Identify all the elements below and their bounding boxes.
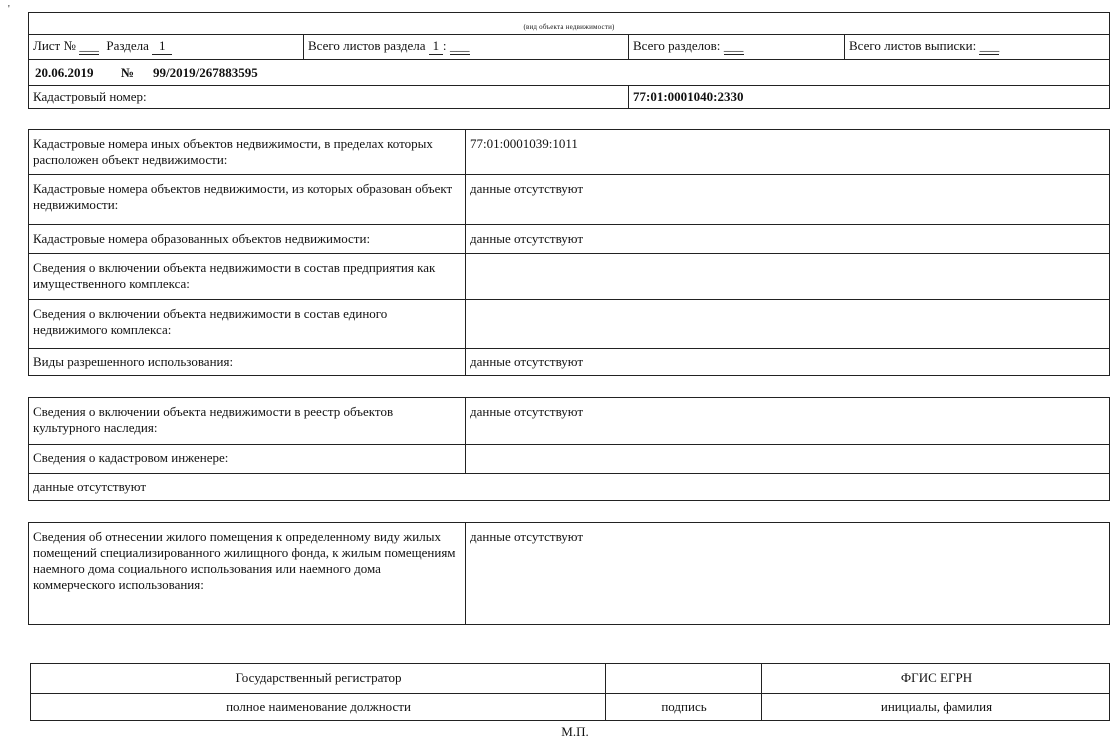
heritage-table (28, 397, 1110, 501)
cadastral-engineer-value: данные отсутствуют (33, 479, 147, 494)
total-sheets-section-blank: ___ (449, 38, 470, 53)
total-sheets-section-suffix: : (442, 38, 447, 53)
seal-placeholder: М.П. (561, 724, 589, 739)
details-row-value: 77:01:0001039:1011 (470, 136, 578, 151)
total-sheets-extract-blank: ___ (979, 38, 1000, 53)
total-sections-label: Всего разделов: (633, 38, 721, 53)
housing-table (28, 522, 1110, 625)
extract-number: 99/2019/267883595 (153, 65, 258, 80)
sheet-label: Лист № (33, 38, 76, 53)
details-row-label: Сведения о включении объекта недвижимости в состав предприятия как имущественного комплекса: (33, 260, 436, 291)
signature-caption: подпись (661, 699, 707, 714)
total-sheets-extract-cell (845, 35, 1111, 59)
details-row-value: данные отсутствуют (470, 354, 584, 369)
section-label: Раздела (106, 38, 149, 53)
details-row-label: Кадастровые номера объектов недвижимости, из которых образован объект недвижимости: (33, 181, 453, 212)
details-row-label: Кадастровые номера образованных объектов недвижимости: (33, 231, 371, 246)
total-sheets-extract-label: Всего листов выписки: (849, 38, 977, 53)
total-sheets-section-cell (304, 35, 629, 59)
sheet-number: ___ (79, 38, 99, 53)
details-row-label: Сведения о включении объекта недвижимости в состав единого недвижимого комплекса: (33, 306, 388, 337)
cadastral-value: 77:01:0001040:2330 (633, 89, 744, 104)
details-row-value: данные отсутствуют (470, 231, 584, 246)
housing-label: Сведения об отнесении жилого помещения к определенному виду жилых помещений специализированного жилищного фонда, к жилым помещениям наемного дома социального использования или наемного дома коммерческого использования: (33, 529, 456, 592)
position-caption: полное наименование должности (226, 699, 411, 714)
signature-table (30, 663, 1110, 721)
total-sheets-section-label: Всего листов раздела (308, 38, 426, 53)
details-row-value (466, 300, 1111, 348)
total-sections-cell (629, 35, 845, 59)
object-type-caption: (вид объекта недвижимости) (523, 23, 615, 31)
sheet-info-row (28, 34, 1110, 59)
cadastral-row (28, 85, 1110, 109)
heritage-value: данные отсутствуют (470, 404, 584, 419)
registrar-title: Государственный регистратор (235, 670, 402, 685)
sheet-section-cell (29, 35, 304, 59)
total-sections-blank: ___ (723, 38, 744, 53)
stray-mark: ' (8, 4, 10, 15)
details-row-label: Виды разрешенного использования: (33, 354, 234, 369)
cadastral-engineer-label: Сведения о кадастровом инженере: (33, 450, 229, 465)
housing-value: данные отсутствуют (470, 529, 584, 544)
number-sign: № (121, 65, 135, 80)
details-row-label: Кадастровые номера иных объектов недвижимости, в пределах которых расположен объект недвижимости: (33, 136, 433, 167)
total-sheets-section-value: 1 (429, 38, 443, 55)
object-type-row (28, 12, 1110, 34)
details-table (28, 129, 1110, 376)
heritage-label: Сведения о включении объекта недвижимости в реестр объектов культурного наследия: (33, 404, 394, 435)
details-row-value: данные отсутствуют (470, 181, 584, 196)
system-name: ФГИС ЕГРН (900, 670, 973, 685)
signature-row-divider (31, 693, 1109, 694)
section-number: 1 (152, 38, 172, 55)
cadastral-label: Кадастровый номер: (29, 86, 629, 109)
name-caption: инициалы, фамилия (880, 699, 993, 714)
details-row-value (466, 254, 1111, 299)
date-number-row (28, 59, 1110, 85)
extract-date: 20.06.2019 (35, 65, 94, 80)
